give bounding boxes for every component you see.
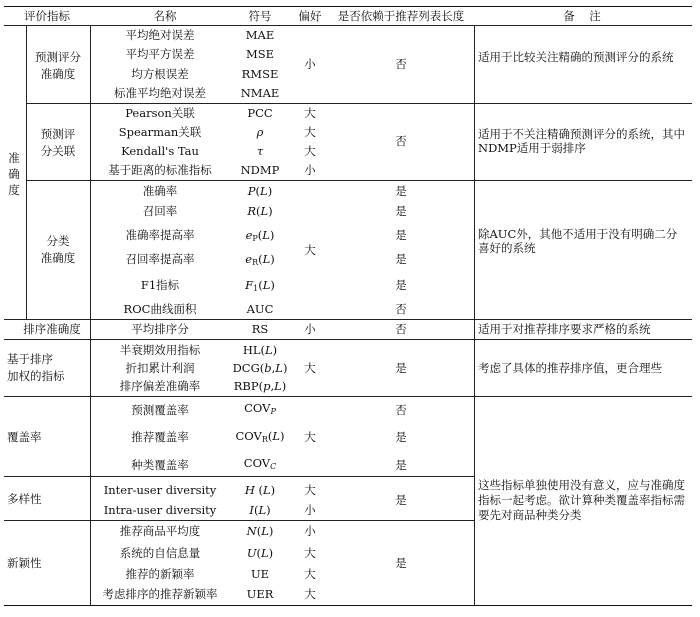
- header-name: 名称: [153, 9, 177, 23]
- row-name: 准确率: [142, 184, 178, 198]
- row-symbol: RMSE: [241, 67, 279, 81]
- row-symbol: $COV_C$: [243, 456, 277, 471]
- row-symbol: NMAE: [240, 86, 280, 100]
- remark-coverage-diversity-novelty: 这些指标单独使用没有意义，应与准确度指标一起考虑。欲计算种类覆盖率指标需要先对商品种类分类: [478, 478, 685, 522]
- row-name: Pearson关联: [125, 106, 195, 120]
- row-symbol: MSE: [245, 47, 275, 61]
- row-name: 半衰期效用指标: [119, 343, 201, 357]
- row-dependency: 否: [395, 57, 407, 71]
- row-symbol: N(L): [246, 524, 274, 538]
- row-symbol: τ: [256, 144, 264, 158]
- row-symbol: R(L): [247, 204, 273, 218]
- group-rule: [4, 520, 474, 521]
- group-rule: [26, 103, 692, 104]
- remark-rank-weighted: 考虑了具体的推荐排序值，更合理些: [478, 361, 662, 375]
- group-diversity: 多样性: [7, 492, 42, 506]
- bottom-rule: [4, 605, 692, 606]
- header-depends: 是否依赖于推荐列表长度: [337, 9, 465, 23]
- row-symbol: $COV_P$: [244, 401, 276, 416]
- row-preference: 大: [304, 567, 316, 581]
- row-name: Inter-user diversity: [103, 483, 217, 497]
- row-name: 标准平均绝对误差: [114, 86, 206, 100]
- row-preference: 大: [304, 144, 316, 158]
- row-preference: 小: [304, 322, 316, 336]
- row-name: ROC曲线面积: [123, 302, 197, 316]
- row-dependency: 是: [395, 184, 407, 198]
- group-accuracy: 准确度: [8, 151, 20, 197]
- group-rank-accuracy: 排序准确度: [23, 322, 81, 336]
- row-symbol: RS: [251, 322, 269, 336]
- row-name: F1指标: [140, 278, 180, 292]
- row-symbol: HL(L): [242, 343, 278, 357]
- row-dependency: 是: [395, 556, 407, 570]
- group-rank-weighted: 加权的指标: [7, 369, 65, 383]
- group-novelty: 新颖性: [7, 556, 42, 570]
- row-preference: 小: [304, 503, 316, 517]
- group-classification-accuracy: 准确度: [40, 251, 76, 265]
- row-dependency: 是: [395, 204, 407, 218]
- col-rule: [474, 25, 475, 605]
- row-name: 基于距离的标准指标: [108, 163, 212, 177]
- row-dependency: 是: [395, 361, 407, 375]
- row-preference: 小: [304, 524, 316, 538]
- group-rating-correlation: 预测评: [40, 127, 76, 141]
- row-symbol: $e_R(L)$: [245, 252, 275, 267]
- row-name: 均方根误差: [131, 67, 189, 81]
- group-rule: [4, 319, 692, 320]
- row-dependency: 否: [395, 134, 407, 148]
- top-rule: [4, 6, 692, 7]
- row-dependency: 是: [395, 493, 407, 507]
- group-rating-correlation: 分关联: [40, 144, 76, 158]
- group-rating-accuracy: 准确度: [40, 67, 76, 81]
- row-preference: 大: [304, 546, 316, 560]
- row-preference: 大: [304, 125, 316, 139]
- row-symbol: $COV_R(L)$: [235, 429, 285, 444]
- row-name: 排序偏差准确率: [119, 379, 201, 393]
- row-preference: 小: [304, 163, 316, 177]
- row-symbol: AUC: [246, 302, 274, 316]
- row-name: 考虑排序的推荐新颖率: [102, 587, 218, 601]
- row-symbol: NDMP: [240, 163, 280, 177]
- group-classification-accuracy: 分类: [46, 234, 70, 248]
- header-preference: 偏好: [298, 9, 322, 23]
- row-symbol: ρ: [256, 125, 264, 139]
- group-rank-weighted: 基于排序: [7, 352, 53, 366]
- remark-rating: 适用于比较关注精确的预测评分的系统: [478, 50, 674, 64]
- row-dependency: 是: [395, 252, 407, 266]
- row-preference: 大: [304, 361, 316, 375]
- row-symbol: $e_P(L)$: [245, 228, 275, 243]
- group-rule: [26, 180, 692, 181]
- row-symbol: DCG(b,L): [232, 361, 288, 375]
- col-rule: [90, 25, 91, 605]
- row-name: Intra-user diversity: [103, 503, 217, 517]
- row-preference: 大: [304, 243, 316, 257]
- row-preference: 大: [304, 483, 316, 497]
- row-dependency: 是: [395, 458, 407, 472]
- row-name: 推荐商品平均度: [119, 524, 201, 538]
- row-symbol: H (L): [244, 483, 276, 497]
- remark-rank: 适用于对推荐排序要求严格的系统: [478, 322, 651, 336]
- row-name: Kendall's Tau: [121, 144, 199, 158]
- row-preference: 大: [304, 106, 316, 120]
- row-name: 召回率: [142, 204, 178, 218]
- remark-correlation: 适用于不关注精确预测评分的系统，其中NDMP适用于弱排序: [478, 127, 685, 155]
- header-symbol: 符号: [248, 9, 272, 23]
- row-name: 平均平方误差: [125, 47, 195, 61]
- row-symbol: MAE: [245, 28, 275, 42]
- row-name: 预测覆盖率: [131, 403, 189, 417]
- row-name: 推荐的新颖率: [125, 567, 195, 581]
- group-rule: [4, 476, 474, 477]
- row-symbol: P(L): [247, 184, 273, 198]
- row-name: Spearman关联: [118, 125, 202, 139]
- row-symbol: UE: [250, 567, 270, 581]
- row-name: 种类覆盖率: [131, 458, 189, 472]
- group-rule: [4, 396, 692, 397]
- row-preference: 小: [304, 57, 316, 71]
- row-dependency: 是: [395, 430, 407, 444]
- row-name: 平均排序分: [131, 322, 189, 336]
- group-coverage: 覆盖率: [7, 430, 42, 444]
- row-name: 折扣累计利润: [125, 361, 195, 375]
- row-symbol: U(L): [246, 546, 274, 560]
- row-name: 推荐覆盖率: [131, 430, 189, 444]
- row-dependency: 否: [395, 403, 407, 417]
- row-dependency: 否: [395, 322, 407, 336]
- row-symbol: UER: [246, 587, 274, 601]
- header-remarks: 备 注: [563, 9, 601, 23]
- group-rating-accuracy: 预测评分: [35, 50, 81, 64]
- group-rule: [4, 339, 692, 340]
- row-dependency: 是: [395, 228, 407, 242]
- row-symbol: PCC: [247, 106, 273, 120]
- row-preference: 大: [304, 430, 316, 444]
- row-dependency: 否: [395, 302, 407, 316]
- row-symbol: RBP(p,L): [233, 379, 287, 393]
- row-symbol: $F_1(L)$: [245, 278, 275, 293]
- col-rule: [26, 25, 27, 319]
- row-dependency: 是: [395, 278, 407, 292]
- row-name: 系统的自信息量: [119, 546, 201, 560]
- header-indicator: 评价指标: [24, 9, 70, 23]
- row-name: 准确率提高率: [125, 228, 195, 242]
- row-name: 召回率提高率: [125, 252, 195, 266]
- row-symbol: I(L): [249, 503, 271, 517]
- row-preference: 大: [304, 587, 316, 601]
- remark-classification: 除AUC外，其他不适用于没有明确二分喜好的系统: [478, 227, 678, 255]
- row-name: 平均绝对误差: [125, 28, 195, 42]
- header-rule: [4, 25, 692, 26]
